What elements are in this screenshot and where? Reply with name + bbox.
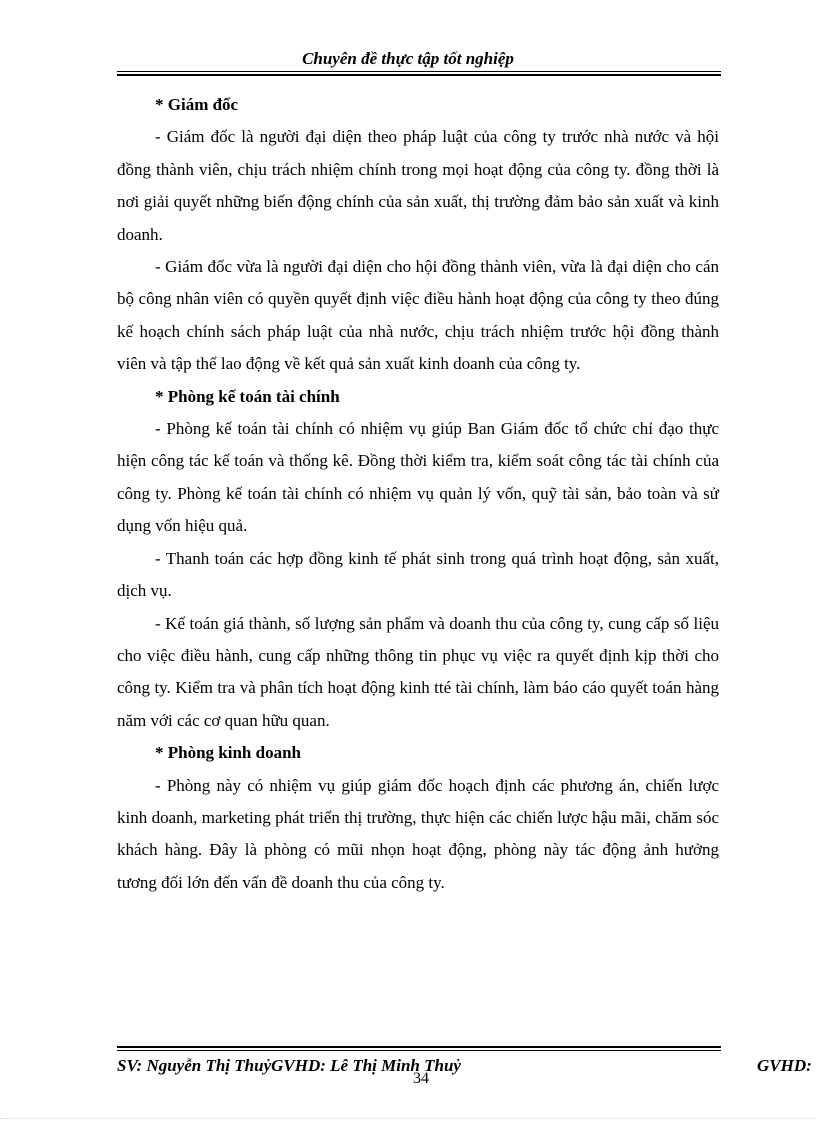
footer-rule-top [117, 1046, 721, 1048]
heading-phong-ke-toan: * Phòng kế toán tài chính [155, 386, 340, 406]
paragraph: - Giám đốc vừa là người đại diện cho hội đồng thành viên, vừa là đại diện cho cán bộ công nhân viên có quyền quyết định việc điều hành hoạt động của công ty theo đúng kế hoạch chính sách pháp luật của nhà nước, chịu trách nhiệm trước hội đồng thành viên và tập thể lao động về kết quả sản xuất kinh doanh của công ty. [117, 257, 719, 374]
paragraph: - Thanh toán các hợp đồng kinh tế phát sinh trong quá trình hoạt động, sản xuất, dịch vụ. [117, 548, 719, 601]
footer-advisor-label: GVHD: [757, 1056, 812, 1075]
page-number: 34 [413, 1070, 429, 1087]
paragraph: - Giám đốc là người đại diện theo pháp luật của công ty trước nhà nước và hội đồng thành viên, chịu trách nhiệm chính trong mọi hoạt động của công ty. đồng thời là nơi giải quyết những biến động chính của sản xuất, thị trường đảm bảo sản xuất và kinh doanh. [117, 127, 719, 244]
page-bottom-border [0, 1118, 816, 1119]
paragraph: - Phòng này có nhiệm vụ giúp giám đốc hoạch định các phương án, chiến lược kinh doanh, marketing phát triển thị trường, thực hiện các chiến lược hậu mãi, chăm sóc khách hàng. Đây là phòng có mũi nhọn hoạt động, phòng này tác động ảnh hưởng tương đối lớn đến vấn đề doanh thu của công ty. [117, 775, 719, 892]
footer-line [117, 1055, 816, 1077]
header-title: Chuyên đề thực tập tốt nghiệp [302, 49, 514, 68]
header-rule-bottom [117, 74, 721, 76]
footer-student: SV: Nguyễn Thị ThuỷGVHD: Lê Thị Minh Thuỷ [117, 1056, 461, 1075]
heading-phong-kinh-doanh: * Phòng kinh doanh [155, 743, 301, 763]
paragraph: - Kế toán giá thành, số lượng sản phẩm và doanh thu của công ty, cung cấp số liệu cho việc điều hành, cung cấp những thông tin phục vụ việc ra quyết định kịp thời cho công ty. Kiểm tra và phân tích hoạt động kinh tté tài chính, làm báo cáo quyết toán hàng năm với các cơ quan hữu quan. [117, 613, 719, 730]
paragraph: - Phòng kế toán tài chính có nhiệm vụ giúp Ban Giám đốc tổ chức chỉ đạo thực hiện công tác kế toán và thống kê. Đồng thời kiểm tra, kiểm soát công tác tài chính của công ty. Phòng kế toán tài chính có nhiệm vụ quản lý vốn, quỹ tài sản, bảo toàn và sử dụng vốn hiệu quả. [117, 419, 719, 536]
heading-giam-doc: * Giám đốc [155, 95, 239, 114]
footer-rule-bottom [117, 1050, 721, 1051]
page-body [117, 89, 719, 899]
header-rule-top [117, 71, 721, 72]
